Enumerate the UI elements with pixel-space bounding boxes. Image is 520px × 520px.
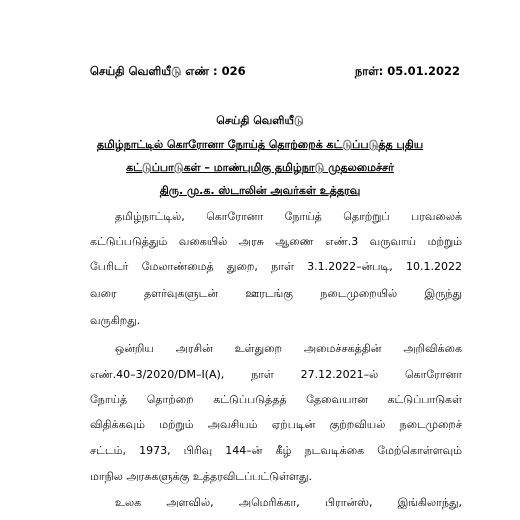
paragraph-1-line: தமிழ்நாட்டில், கொரோனா நோய்த் தொற்றுப் பரவலைக் [115, 210, 462, 223]
title-line-2-text: கட்டுப்பாடுகள் – மாண்புமிகு தமிழ்நாடு முதலமைச்சர் [126, 161, 394, 174]
paragraph-1-line: கட்டுப்படுத்தும் வகையில் அரசு ஆணை எண்.3 வருவாய் மற்றும் [90, 235, 462, 248]
paragraph-2-line: ஒன்றிய அரசின் உள்துறை அமைச்சகத்தின் அறிவிக்கை [115, 342, 462, 355]
paragraph-2-line: நோய்த் தொற்றை கட்டுப்படுத்தத் தேவையான கட்டுப்பாடுகள் [90, 393, 462, 406]
title-line-2 [60, 160, 460, 176]
title-line-1-text: தமிழ்நாட்டில் கொரோனா நோய்த் தொற்றைக் கட்டுப்படுத்த புதிய [96, 138, 424, 151]
paragraph-2-line: சட்டம், 1973, பிரிவு 144–ன் கீழ் நடவடிக்கை மேற்கொள்ளவும் [90, 444, 462, 457]
paragraph-1-line: வருகிறது. [90, 314, 141, 327]
press-release-date: நாள்: 05.01.2022 [354, 64, 460, 78]
press-release-number: செய்தி வெளியீடு எண் : 026 [90, 64, 246, 78]
title-line-3 [60, 183, 460, 199]
paragraph-2-line: மாநில அரசுகளுக்கு உத்தரவிடப்பட்டுள்ளது. [90, 470, 312, 483]
paragraph-2-line: விதிக்கவும் மற்றும் அவசியம் ஏற்படின் குற்றவியல் நடைமுறைச் [90, 418, 462, 431]
heading-text: செய்தி வெளியீடு [216, 114, 304, 127]
title-line-3-text: திரு. மு.க. ஸ்டாலின் அவர்கள் உத்தரவு [159, 184, 361, 197]
paragraph-2-line: எண்.40–3/2020/DM–I(A), நாள் 27.12.2021–ல் கொரோனா [90, 368, 462, 381]
press-release-header [90, 64, 460, 82]
paragraph-1-line: பேரிடர் மேலாண்மைத் துறை, நாள் 3.1.2022–ன்படி, 10.1.2022 [90, 260, 462, 273]
paragraph-1-line: வரை தளர்வுகளுடன் ஊரடங்கு நடைமுறையில் இருந்து [90, 287, 462, 300]
title-line-1 [60, 137, 460, 153]
press-release-heading [60, 113, 460, 129]
paragraph-3-line: உலக அளவில், அமெரிக்கா, பிரான்ஸ், இங்கிலாந்து, [115, 496, 462, 509]
